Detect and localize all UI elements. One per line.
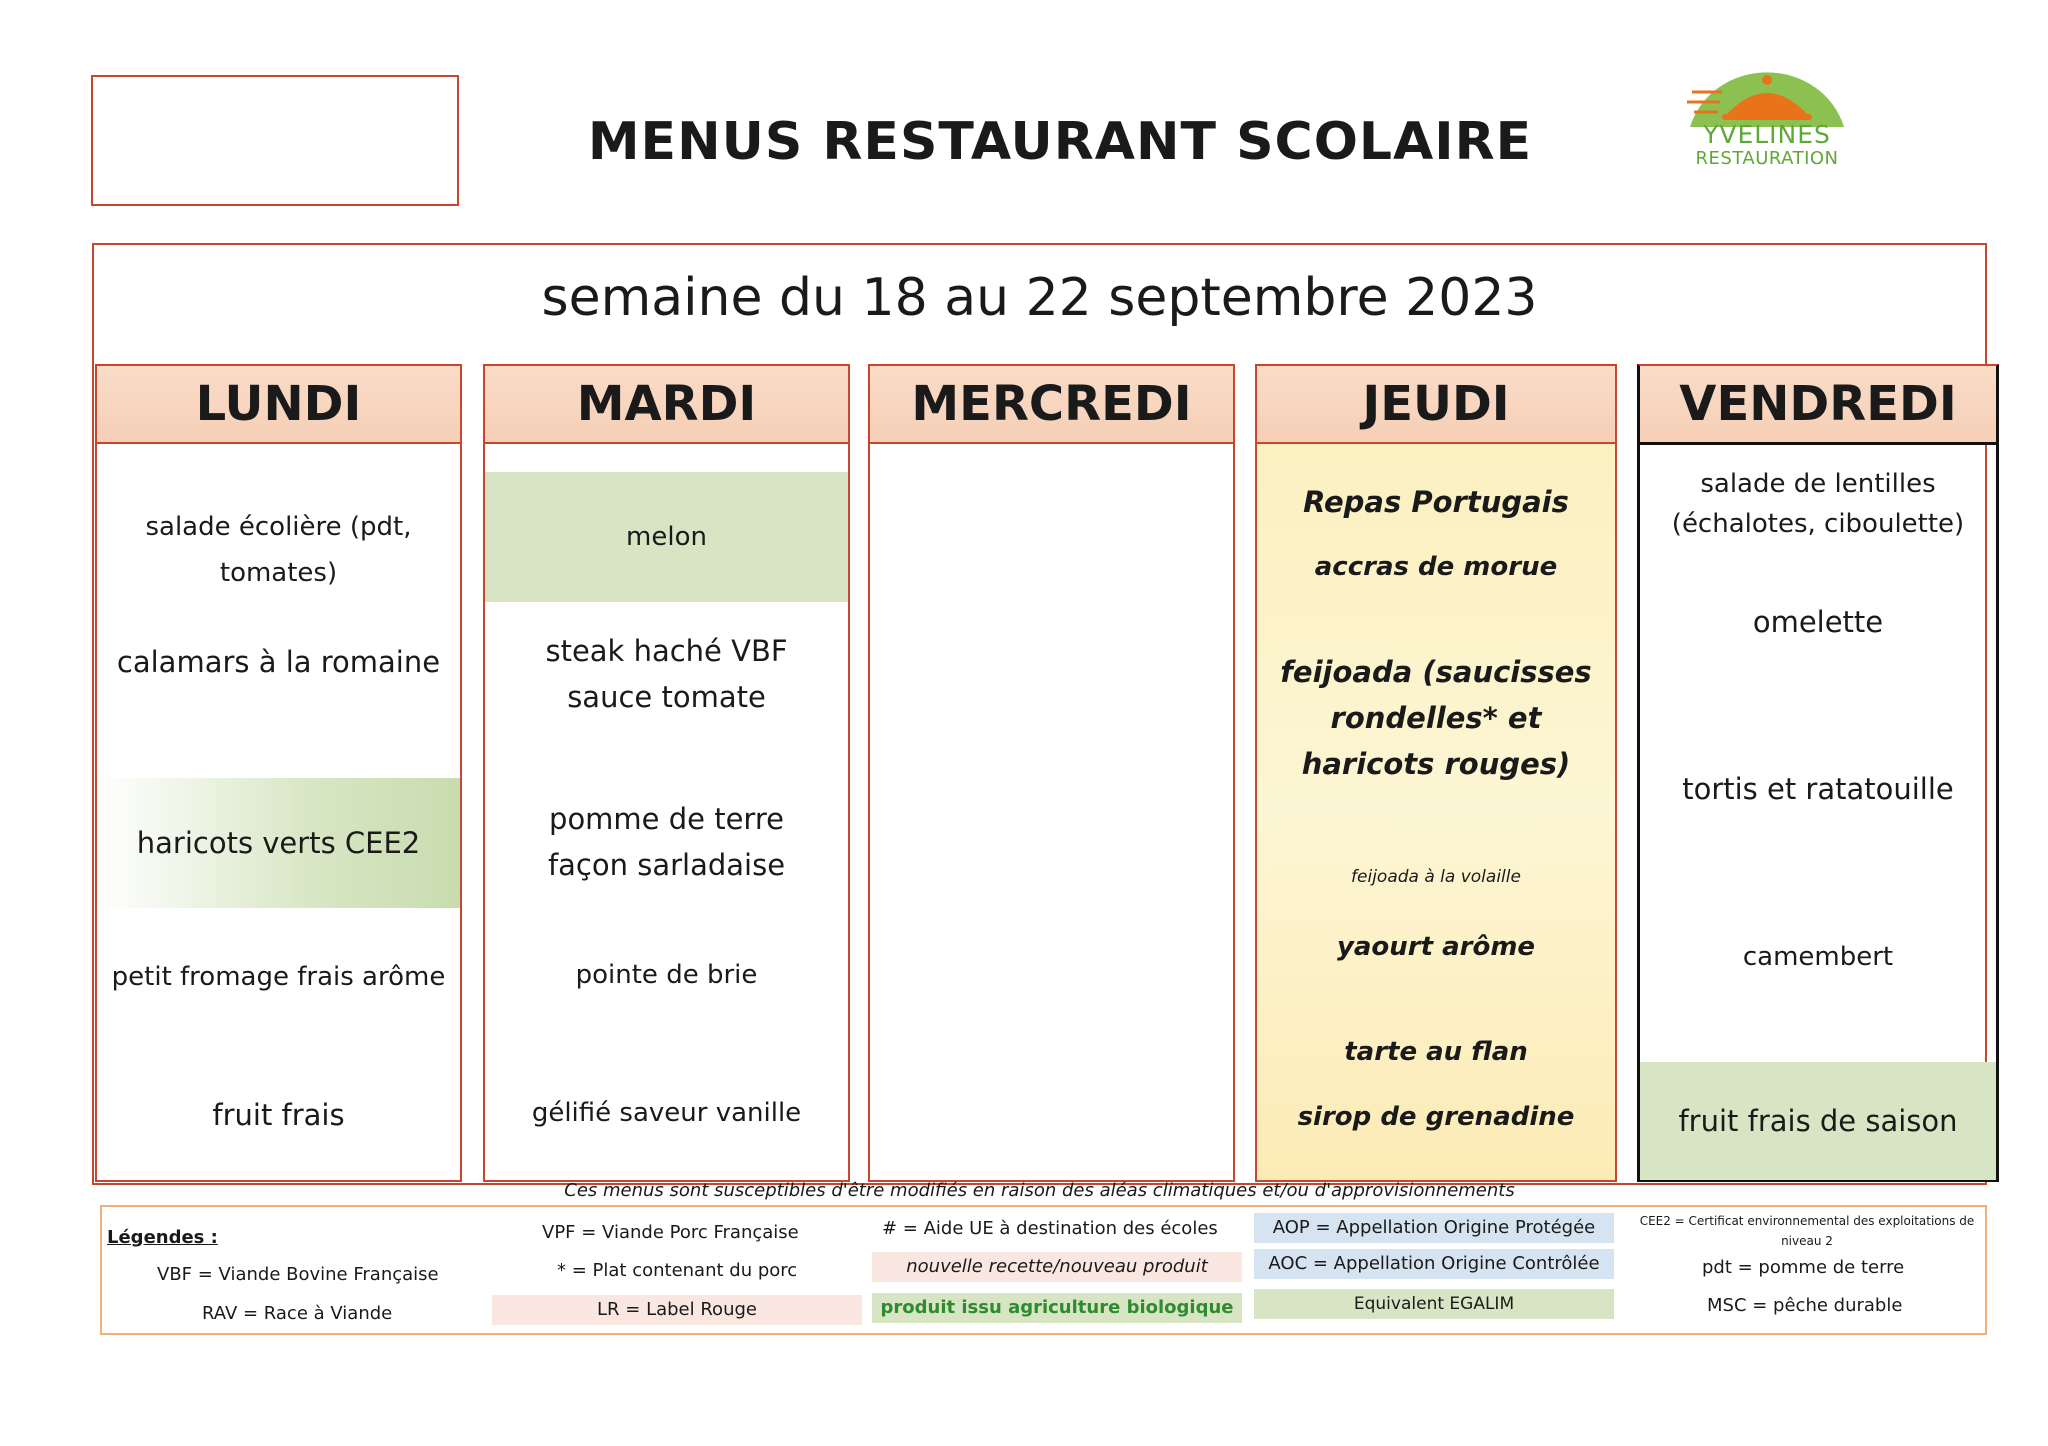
menu-item: accras de morue <box>1314 552 1558 582</box>
menu-item: melon <box>485 472 848 602</box>
legend-cee2: CEE2 = Certificat environnemental des exploitations de niveau 2 <box>1639 1214 1975 1248</box>
menu-item: feijoada (saucisses rondelles* et haricots rouges) <box>1280 655 1592 781</box>
day-column-mercredi <box>868 364 1235 1182</box>
menu-item: petit fromage frais arôme <box>111 962 446 992</box>
menu-item: omelette <box>1752 605 1884 639</box>
legend-msc: MSC = pêche durable <box>1707 1295 1903 1316</box>
menu-item: camembert <box>1742 942 1894 972</box>
menu-item: pomme de terre façon sarladaise <box>547 802 786 882</box>
day-header-jeudi: JEUDI <box>1257 366 1615 444</box>
day-column-vendredi <box>1637 364 1999 1182</box>
legend-porc: * = Plat contenant du porc <box>557 1260 798 1281</box>
menu-item: Repas Portugais <box>1303 485 1569 519</box>
menu-item: calamars à la romaine <box>116 645 441 679</box>
logo-text-yvelines: YVELINES <box>1703 120 1831 149</box>
empty-day-body <box>870 444 1233 1180</box>
day-column-lundi <box>95 364 462 1182</box>
menu-item: salade écolière (pdt, tomates) <box>145 512 412 588</box>
legend-pdt: pdt = pomme de terre <box>1702 1257 1905 1278</box>
menu-item: sirop de grenadine <box>1297 1102 1575 1132</box>
day-column-mardi <box>483 364 850 1182</box>
legend-box <box>100 1205 1987 1335</box>
menu-item: salade de lentilles (échalotes, ciboulette) <box>1671 469 1965 539</box>
legend-aide: # = Aide UE à destination des écoles <box>882 1218 1218 1239</box>
legend-rav: RAV = Race à Viande <box>202 1303 393 1324</box>
day-column-jeudi <box>1255 364 1617 1182</box>
school-name-box <box>91 75 459 206</box>
menu-item: pointe de brie <box>575 960 758 990</box>
menu-item: fruit frais de saison <box>1640 1062 1996 1180</box>
menu-item: tarte au flan <box>1344 1037 1528 1067</box>
page-title: MENUS RESTAURANT SCOLAIRE <box>587 112 1533 172</box>
legend-bio: produit issu agriculture biologique <box>872 1293 1242 1323</box>
day-header-mercredi: MERCREDI <box>870 366 1233 444</box>
legend-egalim: Equivalent EGALIM <box>1254 1289 1614 1319</box>
legend-vbf: VBF = Viande Bovine Française <box>157 1264 439 1285</box>
cloche-icon <box>1672 52 1862 127</box>
week-title: semaine du 18 au 22 septembre 2023 <box>541 268 1538 328</box>
legend-aoc: AOC = Appellation Origine Contrôlée <box>1254 1249 1614 1279</box>
disclaimer: Ces menus sont susceptibles d'être modifiés en raison des aléas climatiques et/ou d'approvisionnements <box>564 1180 1515 1201</box>
legend-nouveau: nouvelle recette/nouveau produit <box>872 1252 1242 1282</box>
menu-item: yaourt arôme <box>1336 932 1536 962</box>
menu-item: tortis et ratatouille <box>1682 772 1954 806</box>
menu-item: steak haché VBF sauce tomate <box>545 634 788 714</box>
day-header-vendredi: VENDREDI <box>1640 366 1996 445</box>
menu-item: haricots verts CEE2 <box>97 778 460 908</box>
menu-item: fruit frais <box>212 1098 345 1132</box>
day-header-lundi: LUNDI <box>97 366 460 444</box>
logo-text-restauration: RESTAURATION <box>1695 148 1839 169</box>
day-header-mardi: MARDI <box>485 366 848 444</box>
legend-title: Légendes : <box>107 1227 218 1248</box>
legend-lr: LR = Label Rouge <box>492 1295 862 1325</box>
menu-item: feijoada à la volaille <box>1351 867 1521 887</box>
menu-item: gélifié saveur vanille <box>531 1098 802 1128</box>
legend-vpf: VPF = Viande Porc Française <box>542 1222 799 1243</box>
legend-aop: AOP = Appellation Origine Protégée <box>1254 1213 1614 1243</box>
